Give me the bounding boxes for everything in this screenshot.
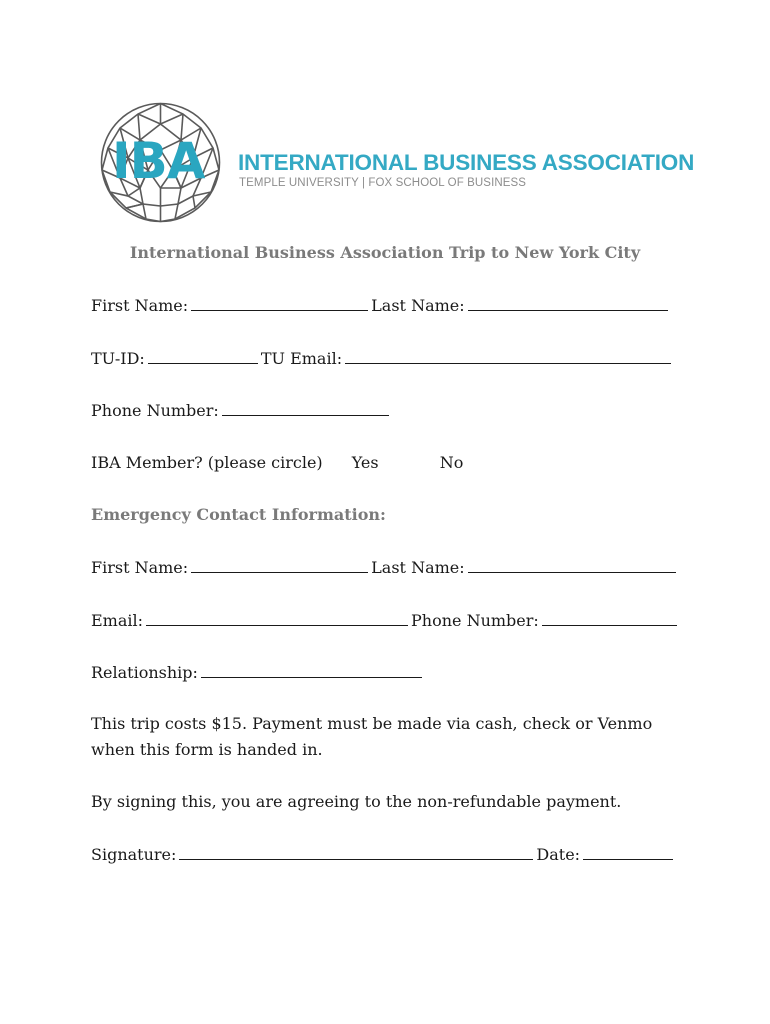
relationship-row	[91, 663, 425, 683]
first-name-field[interactable]	[191, 296, 368, 311]
logo-organization-name: INTERNATIONAL BUSINESS ASSOCIATION	[238, 150, 695, 175]
emergency-contact-row	[91, 611, 680, 631]
logo-subtitle: TEMPLE UNIVERSITY | FOX SCHOOL OF BUSINESS	[239, 177, 527, 189]
emergency-heading: Emergency Contact Information:	[91, 505, 386, 524]
tu-email-label: TU Email:	[260, 349, 343, 368]
name-row	[91, 296, 671, 316]
member-yes-option[interactable]: Yes	[351, 453, 379, 472]
form-title: International Business Association Trip to New York City	[129, 243, 641, 262]
member-row	[91, 453, 463, 473]
date-label: Date:	[536, 845, 581, 864]
phone-number-label: Phone Number:	[91, 401, 219, 420]
tu-id-label: TU-ID:	[91, 349, 145, 368]
tu-row	[91, 349, 674, 369]
iba-member-label: IBA Member? (please circle)	[91, 453, 323, 472]
tu-email-field[interactable]	[345, 349, 671, 364]
iba-logo	[98, 100, 695, 230]
phone-number-field[interactable]	[222, 401, 389, 416]
emergency-phone-label: Phone Number:	[411, 611, 539, 630]
signature-row	[91, 845, 676, 865]
tu-id-field[interactable]	[148, 349, 258, 364]
last-name-label: Last Name:	[371, 296, 465, 315]
agreement-paragraph: By signing this, you are agreeing to the non-refundable payment.	[91, 792, 622, 811]
signature-field[interactable]	[179, 845, 533, 860]
payment-paragraph: This trip costs $15. Payment must be made via cash, check or Venmo when this form is handed in.	[91, 714, 653, 759]
emergency-first-name-field[interactable]	[191, 558, 368, 573]
emergency-first-name-label: First Name:	[91, 558, 189, 577]
member-no-option[interactable]: No	[439, 453, 464, 472]
last-name-field[interactable]	[468, 296, 668, 311]
emergency-last-name-label: Last Name:	[371, 558, 465, 577]
signature-label: Signature:	[91, 845, 177, 864]
relationship-field[interactable]	[201, 663, 422, 678]
emergency-last-name-field[interactable]	[468, 558, 676, 573]
logo-abbreviation: IBA	[112, 132, 205, 190]
emergency-phone-field[interactable]	[542, 611, 677, 626]
phone-row	[91, 401, 392, 421]
first-name-label: First Name:	[91, 296, 189, 315]
relationship-label: Relationship:	[91, 663, 198, 682]
emergency-email-field[interactable]	[146, 611, 408, 626]
emergency-email-label: Email:	[91, 611, 144, 630]
emergency-name-row	[91, 558, 679, 578]
date-field[interactable]	[583, 845, 673, 860]
